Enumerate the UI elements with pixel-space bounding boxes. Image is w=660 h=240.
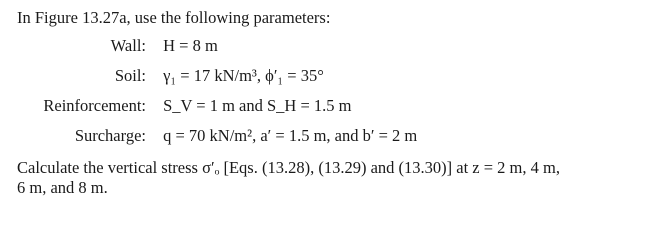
question-line-1: Calculate the vertical stress σ′ₒ [Eqs. (13.28), (13.29) and (13.30)] at z = 2 m, 4 m, [17, 158, 560, 177]
question-line-2: 6 m, and 8 m. [17, 178, 108, 197]
param-value-surcharge: q = 70 kN/m², a′ = 1.5 m, and b′ = 2 m [163, 126, 418, 145]
param-label-reinforcement: Reinforcement: [43, 96, 146, 115]
param-row-soil [0, 66, 324, 86]
param-row-reinforcement [0, 96, 352, 116]
param-value-soil: γ₁ = 17 kN/m³, ϕ′₁ = 35° [163, 66, 324, 85]
param-label-wall: Wall: [110, 36, 146, 55]
intro-text: In Figure 13.27a, use the following parameters: [17, 8, 331, 27]
param-label-soil: Soil: [114, 66, 146, 85]
param-row-wall [0, 36, 218, 56]
param-value-wall: H = 8 m [163, 36, 218, 55]
param-value-reinforcement: S_V = 1 m and S_H = 1.5 m [163, 96, 352, 115]
param-label-surcharge: Surcharge: [74, 126, 146, 145]
param-row-surcharge [0, 126, 417, 146]
